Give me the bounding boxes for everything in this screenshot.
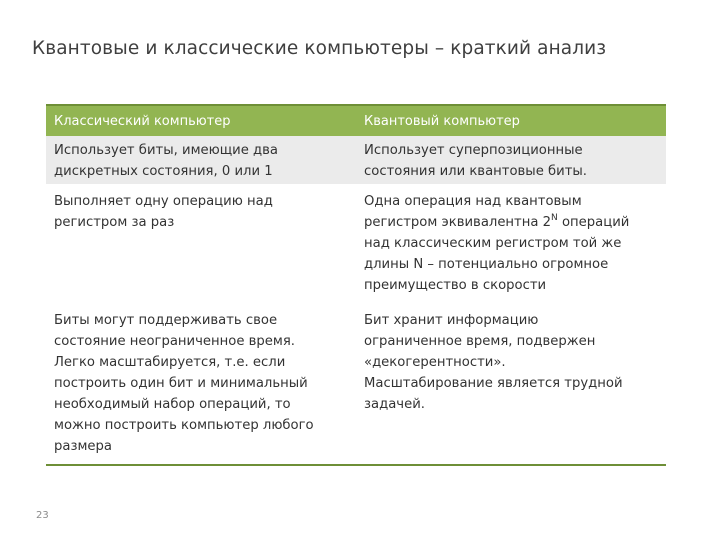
cell-line: задачей. [364, 397, 425, 412]
cell-line: дискретных состояния, 0 или 1 [54, 164, 273, 179]
cell-line: Использует суперпозиционные [364, 143, 583, 158]
cell-line: «декогерентности». [364, 355, 506, 370]
cell-line: состояния или квантовые биты. [364, 164, 588, 179]
cell-classical-operations [46, 184, 356, 303]
cell-classical-bits [46, 136, 356, 184]
cell-line: Использует биты, имеющие два [54, 143, 278, 158]
slide-title: Квантовые и классические компьютеры – краткий анализ [32, 38, 607, 59]
cell-line: построить один бит и минимальный [54, 376, 308, 391]
cell-line: Выполняет одну операцию над [54, 194, 273, 209]
cell-line: преимущество в скорости [364, 278, 547, 293]
page-number: 23 [36, 510, 49, 521]
cell-quantum-operations [356, 184, 666, 303]
cell-line: можно построить компьютер любого [54, 418, 314, 433]
cell-line: длины N – потенциально огромное [364, 257, 609, 272]
cell-line: ограниченное время, подвержен [364, 334, 596, 349]
table-row [46, 136, 666, 184]
cell-classical-scaling [46, 303, 356, 465]
cell-text: регистром эквивалентна 2 [364, 215, 552, 230]
table-row [46, 184, 666, 303]
cell-line: Биты могут поддерживать свое [54, 313, 278, 328]
comparison-table [46, 104, 666, 466]
cell-line: регистром за раз [54, 215, 175, 230]
cell-line: над классическим регистром той же [364, 236, 622, 251]
superscript-n: N [551, 212, 558, 223]
cell-line: Бит хранит информацию [364, 313, 539, 328]
header-quantum: Квантовый компьютер [356, 105, 666, 136]
header-classical: Классический компьютер [46, 105, 356, 136]
cell-quantum-scaling [356, 303, 666, 465]
cell-quantum-bits [356, 136, 666, 184]
cell-line-with-power [364, 212, 660, 233]
cell-line: Одна операция над квантовым [364, 194, 582, 209]
table-header-row [46, 105, 666, 136]
cell-line: Легко масштабируется, т.е. если [54, 355, 286, 370]
cell-line: размера [54, 439, 112, 454]
table-row [46, 303, 666, 465]
cell-text: операций [557, 215, 630, 230]
cell-line: состояние неограниченное время. [54, 334, 295, 349]
cell-line: Масштабирование является трудной [364, 376, 623, 391]
cell-line: необходимый набор операций, то [54, 397, 291, 412]
